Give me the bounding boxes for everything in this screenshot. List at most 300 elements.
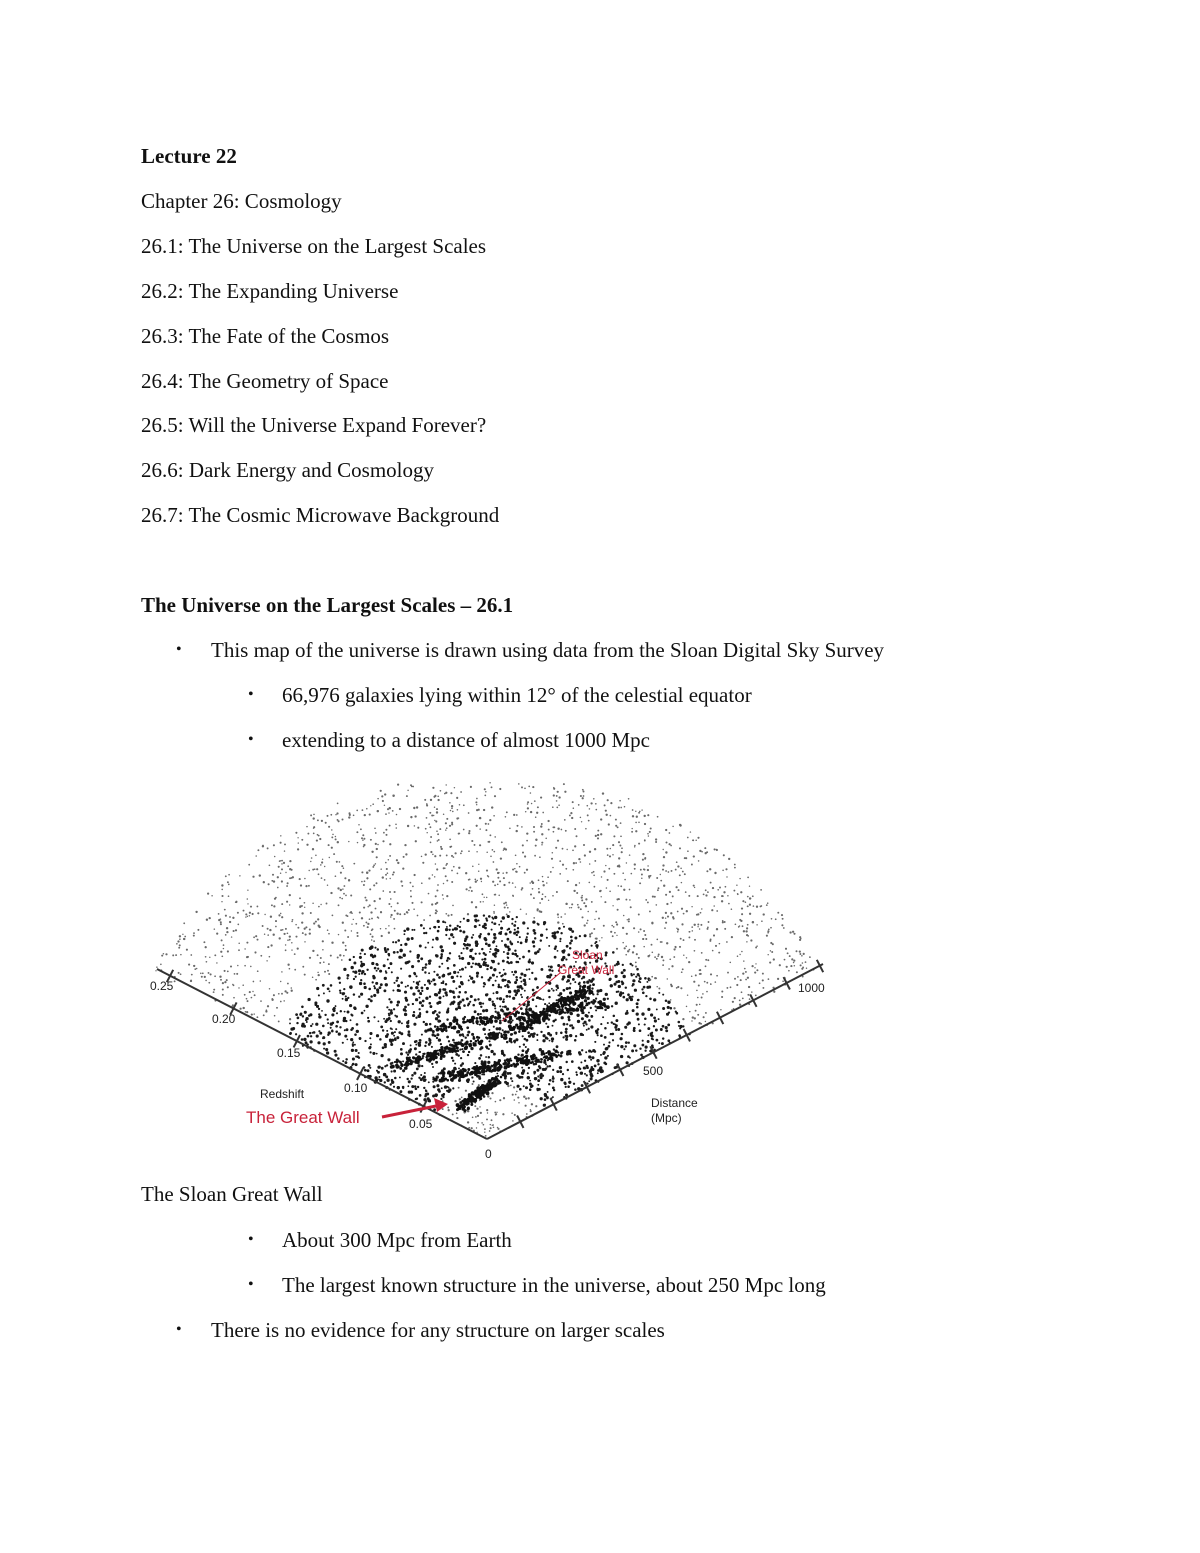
galaxy-point (324, 879, 326, 881)
galaxy-point (467, 1107, 470, 1110)
galaxy-point (610, 1033, 612, 1035)
galaxy-point (502, 960, 505, 963)
galaxy-point (408, 1080, 411, 1083)
galaxy-point (796, 971, 798, 973)
galaxy-point (406, 1078, 408, 1080)
galaxy-point (524, 872, 526, 874)
galaxy-point (452, 1087, 454, 1089)
redshift-tick-label: 0.25 (150, 979, 174, 993)
galaxy-point (474, 998, 477, 1001)
galaxy-point (333, 1007, 336, 1010)
galaxy-point (606, 814, 608, 816)
galaxy-point (435, 912, 437, 914)
galaxy-point (335, 1030, 337, 1032)
galaxy-point (537, 1084, 539, 1086)
galaxy-point (436, 1033, 439, 1036)
galaxy-point (322, 1036, 325, 1039)
galaxy-point (529, 1023, 532, 1026)
galaxy-point (425, 1023, 428, 1026)
galaxy-point (567, 880, 569, 882)
galaxy-point (532, 920, 535, 923)
galaxy-point (387, 1058, 390, 1061)
galaxy-point (388, 954, 390, 956)
galaxy-point (615, 1024, 618, 1027)
galaxy-point (528, 968, 530, 970)
galaxy-point (705, 894, 707, 896)
galaxy-point (787, 952, 789, 954)
galaxy-point (515, 976, 518, 979)
galaxy-point (491, 786, 493, 788)
galaxy-point (681, 882, 682, 883)
galaxy-point (263, 1014, 265, 1016)
galaxy-point (457, 971, 459, 973)
galaxy-point (662, 964, 664, 966)
galaxy-point (313, 814, 315, 816)
galaxy-point (578, 991, 580, 993)
galaxy-point (438, 966, 440, 968)
galaxy-point (572, 978, 575, 981)
galaxy-point (456, 1023, 458, 1025)
galaxy-point (455, 987, 457, 989)
galaxy-point (295, 1013, 298, 1016)
galaxy-point (415, 1087, 418, 1090)
galaxy-point (668, 871, 670, 873)
galaxy-point (583, 902, 585, 904)
galaxy-point (665, 851, 667, 853)
galaxy-point (542, 876, 543, 877)
galaxy-point (597, 1063, 599, 1065)
galaxy-point (446, 895, 448, 897)
galaxy-point (493, 968, 496, 971)
galaxy-point (548, 989, 551, 992)
galaxy-point (466, 888, 468, 890)
galaxy-point (395, 1028, 397, 1030)
galaxy-point (651, 1038, 653, 1040)
galaxy-point (229, 921, 231, 923)
galaxy-point (252, 991, 253, 992)
galaxy-point (593, 875, 595, 877)
chapter-title: Chapter 26: Cosmology (141, 189, 342, 213)
galaxy-point (415, 975, 417, 977)
galaxy-point (558, 927, 561, 930)
galaxy-point (394, 1077, 397, 1080)
galaxy-point (317, 972, 319, 974)
galaxy-point (595, 941, 597, 943)
galaxy-point (368, 998, 370, 1000)
galaxy-point (602, 1016, 604, 1018)
galaxy-point (407, 1033, 410, 1036)
galaxy-point (656, 986, 657, 987)
galaxy-point (220, 923, 222, 925)
galaxy-point (487, 1112, 488, 1113)
galaxy-point (188, 964, 190, 966)
galaxy-point (445, 829, 446, 830)
galaxy-point (327, 1022, 329, 1024)
galaxy-point (380, 983, 383, 986)
galaxy-point (301, 912, 303, 914)
galaxy-point (431, 814, 433, 816)
galaxy-point (632, 951, 634, 953)
galaxy-point (424, 1072, 426, 1074)
galaxy-point (431, 981, 433, 983)
galaxy-point (534, 1077, 537, 1080)
galaxy-point (488, 1056, 491, 1059)
galaxy-point (588, 1019, 591, 1022)
galaxy-point (327, 815, 329, 817)
galaxy-point (471, 901, 473, 903)
galaxy-point (493, 992, 495, 994)
galaxy-point (749, 904, 751, 906)
galaxy-point (497, 883, 499, 885)
galaxy-point (600, 1069, 603, 1072)
galaxy-point (222, 994, 224, 996)
galaxy-point (232, 984, 233, 985)
galaxy-point (540, 934, 543, 937)
galaxy-point (635, 966, 637, 968)
galaxy-point (582, 986, 585, 989)
galaxy-point (733, 890, 735, 892)
galaxy-point (747, 994, 749, 996)
galaxy-point (542, 881, 543, 882)
galaxy-point (548, 829, 550, 831)
galaxy-point (393, 1070, 396, 1073)
galaxy-point (651, 976, 653, 978)
galaxy-point (620, 822, 622, 824)
galaxy-point (520, 994, 522, 996)
galaxy-point (528, 1035, 531, 1038)
galaxy-point (429, 1023, 432, 1026)
galaxy-point (467, 1078, 470, 1081)
galaxy-point (537, 806, 539, 808)
galaxy-point (156, 966, 158, 968)
galaxy-point (527, 996, 529, 998)
galaxy-point (496, 1073, 498, 1075)
galaxy-point (550, 871, 552, 873)
galaxy-point (342, 888, 343, 889)
galaxy-point (633, 945, 635, 947)
galaxy-point (637, 999, 639, 1001)
galaxy-point (692, 1016, 694, 1018)
galaxy-point (691, 1020, 692, 1021)
galaxy-point (316, 1005, 319, 1008)
galaxy-point (552, 1053, 556, 1057)
galaxy-point (248, 864, 250, 866)
galaxy-point (691, 906, 692, 907)
galaxy-point (644, 1024, 646, 1026)
galaxy-point (385, 972, 387, 974)
galaxy-point (504, 973, 507, 976)
galaxy-point (489, 977, 492, 980)
galaxy-point (270, 916, 272, 918)
galaxy-point (571, 817, 573, 819)
galaxy-point (238, 942, 240, 944)
galaxy-point (525, 1010, 527, 1012)
galaxy-point (485, 942, 488, 945)
galaxy-point (393, 1086, 395, 1088)
galaxy-point (260, 955, 262, 957)
great-wall-label: The Great Wall (246, 1108, 360, 1127)
galaxy-point (628, 918, 630, 920)
galaxy-point (453, 964, 456, 967)
galaxy-point (468, 1099, 470, 1101)
galaxy-point (547, 820, 549, 822)
galaxy-point (314, 868, 316, 870)
galaxy-point (649, 831, 651, 833)
galaxy-point (276, 1007, 278, 1009)
galaxy-point (318, 835, 320, 837)
galaxy-point (623, 969, 626, 972)
galaxy-point (412, 1014, 415, 1017)
galaxy-point (480, 1054, 483, 1057)
galaxy-point (299, 878, 301, 880)
galaxy-point (419, 1042, 421, 1044)
galaxy-point (724, 928, 726, 930)
galaxy-point (568, 1018, 570, 1020)
galaxy-point (617, 909, 619, 911)
galaxy-point (468, 850, 470, 852)
galaxy-point (484, 1023, 487, 1026)
galaxy-point (484, 1033, 486, 1035)
galaxy-point (510, 1033, 513, 1036)
galaxy-point (602, 1052, 605, 1055)
galaxy-point (551, 858, 553, 860)
galaxy-point (281, 860, 283, 862)
galaxy-point (562, 951, 565, 954)
galaxy-point (579, 935, 581, 937)
galaxy-point (656, 1008, 658, 1010)
galaxy-point (459, 1049, 461, 1051)
galaxy-point (747, 905, 749, 907)
galaxy-point (670, 845, 672, 847)
galaxy-point (493, 1069, 496, 1072)
galaxy-point (424, 1045, 426, 1047)
galaxy-point (307, 833, 309, 835)
galaxy-point (371, 929, 373, 931)
galaxy-point (364, 986, 367, 989)
galaxy-point (289, 939, 291, 941)
galaxy-point (238, 987, 239, 988)
galaxy-point (497, 1080, 500, 1083)
galaxy-point (435, 909, 437, 911)
galaxy-point (581, 897, 583, 899)
galaxy-point (636, 953, 638, 955)
galaxy-point (642, 853, 644, 855)
galaxy-point (280, 835, 281, 836)
galaxy-point (244, 948, 245, 949)
galaxy-point (511, 1080, 513, 1082)
galaxy-point (438, 976, 441, 979)
galaxy-point (665, 917, 666, 918)
galaxy-point (257, 939, 259, 941)
galaxy-point (462, 1020, 465, 1023)
galaxy-point (594, 919, 595, 920)
galaxy-point (557, 1004, 559, 1006)
galaxy-point (697, 926, 698, 927)
galaxy-point (539, 856, 541, 858)
galaxy-point (402, 1069, 405, 1072)
galaxy-point (557, 913, 559, 915)
galaxy-point (341, 865, 343, 867)
galaxy-point (582, 1034, 584, 1036)
galaxy-point (329, 857, 330, 858)
galaxy-point (484, 788, 486, 790)
galaxy-point (581, 895, 582, 896)
galaxy-point (624, 947, 626, 949)
galaxy-point (453, 971, 456, 974)
galaxy-point (658, 1018, 660, 1020)
galaxy-point (378, 1076, 380, 1078)
galaxy-point (421, 990, 423, 992)
galaxy-point (496, 868, 498, 870)
great-wall-arrow-head (434, 1098, 448, 1112)
galaxy-point (489, 819, 491, 821)
galaxy-point (563, 989, 566, 992)
galaxy-point (439, 1025, 441, 1027)
galaxy-point (468, 832, 470, 834)
galaxy-point (506, 1082, 509, 1085)
galaxy-point (383, 1018, 385, 1020)
galaxy-point (434, 876, 435, 877)
galaxy-point (322, 949, 324, 951)
galaxy-point (689, 1011, 691, 1013)
galaxy-point (228, 874, 230, 876)
galaxy-point (437, 920, 440, 923)
galaxy-point (425, 932, 427, 934)
galaxy-point (287, 939, 289, 941)
galaxy-point (471, 1033, 474, 1036)
galaxy-point (525, 811, 526, 812)
galaxy-point (301, 1006, 304, 1009)
galaxy-point (802, 962, 804, 964)
galaxy-point (353, 814, 355, 816)
galaxy-point (381, 1067, 384, 1070)
galaxy-point (340, 889, 342, 891)
galaxy-point (543, 1008, 546, 1011)
galaxy-point (755, 995, 757, 997)
galaxy-point (706, 870, 708, 872)
galaxy-point (706, 982, 708, 984)
galaxy-point (576, 1074, 578, 1076)
galaxy-point (504, 985, 506, 987)
galaxy-point (362, 809, 364, 811)
galaxy-point (527, 803, 529, 805)
galaxy-point (377, 968, 379, 970)
galaxy-point (525, 1046, 527, 1048)
galaxy-point (322, 1025, 325, 1028)
galaxy-point (745, 901, 747, 903)
galaxy-point (432, 1066, 434, 1068)
galaxy-point (537, 923, 539, 925)
galaxy-point (546, 937, 548, 939)
galaxy-point (616, 991, 618, 993)
galaxy-point (221, 955, 223, 957)
galaxy-point (419, 1051, 421, 1053)
galaxy-point (419, 1094, 422, 1097)
galaxy-point (165, 953, 167, 955)
galaxy-point (525, 1051, 528, 1054)
galaxy-point (226, 979, 228, 981)
galaxy-point (280, 1001, 282, 1003)
galaxy-point (469, 1044, 472, 1047)
galaxy-point (267, 946, 269, 948)
galaxy-point (414, 1085, 417, 1088)
galaxy-point (195, 911, 197, 913)
galaxy-point (466, 919, 469, 922)
galaxy-point (618, 898, 620, 900)
galaxy-point (631, 974, 633, 976)
galaxy-point (605, 993, 608, 996)
galaxy-point (343, 867, 345, 869)
galaxy-point (612, 854, 614, 856)
galaxy-point (208, 972, 210, 974)
galaxy-point (542, 999, 544, 1001)
galaxy-point (328, 1041, 331, 1044)
galaxy-point (275, 897, 277, 899)
galaxy-point (461, 1075, 463, 1077)
galaxy-point (437, 1015, 440, 1018)
galaxy-point (472, 1117, 474, 1119)
galaxy-point (498, 1027, 501, 1030)
galaxy-point (385, 862, 387, 864)
galaxy-point (667, 1006, 670, 1009)
galaxy-point (429, 928, 431, 930)
galaxy-point (658, 988, 660, 990)
galaxy-point (368, 988, 371, 991)
galaxy-point (445, 822, 447, 824)
galaxy-point (574, 981, 576, 983)
galaxy-point (476, 972, 479, 975)
galaxy-point (644, 1017, 647, 1020)
galaxy-point (591, 872, 593, 874)
galaxy-point (529, 1019, 532, 1022)
galaxy-point (706, 991, 708, 993)
galaxy-point (740, 920, 742, 922)
galaxy-point (660, 880, 662, 882)
galaxy-point (493, 912, 495, 914)
galaxy-point (426, 997, 429, 1000)
galaxy-point (768, 929, 770, 931)
galaxy-point (441, 1087, 443, 1089)
galaxy-point (522, 921, 525, 924)
galaxy-point (452, 980, 455, 983)
galaxy-point (510, 1021, 512, 1023)
galaxy-point (677, 889, 679, 891)
galaxy-point (330, 984, 333, 987)
galaxy-point (339, 982, 341, 984)
galaxy-point (338, 904, 340, 906)
galaxy-point (301, 1038, 304, 1041)
galaxy-point (337, 956, 339, 958)
galaxy-point (609, 891, 611, 893)
galaxy-point (565, 998, 568, 1001)
galaxy-point (576, 892, 578, 894)
galaxy-point (377, 810, 379, 812)
galaxy-point (494, 1078, 498, 1082)
galaxy-point (429, 826, 431, 828)
galaxy-point (537, 1079, 540, 1082)
galaxy-point (545, 1055, 549, 1059)
galaxy-point (312, 976, 314, 978)
galaxy-point (243, 910, 245, 912)
galaxy-point (425, 1090, 427, 1092)
galaxy-point (699, 1004, 701, 1006)
galaxy-point (509, 1039, 512, 1042)
galaxy-point (419, 980, 421, 982)
galaxy-point (728, 903, 730, 905)
galaxy-point (347, 1011, 350, 1014)
galaxy-point (569, 1034, 572, 1037)
galaxy-point (403, 954, 406, 957)
